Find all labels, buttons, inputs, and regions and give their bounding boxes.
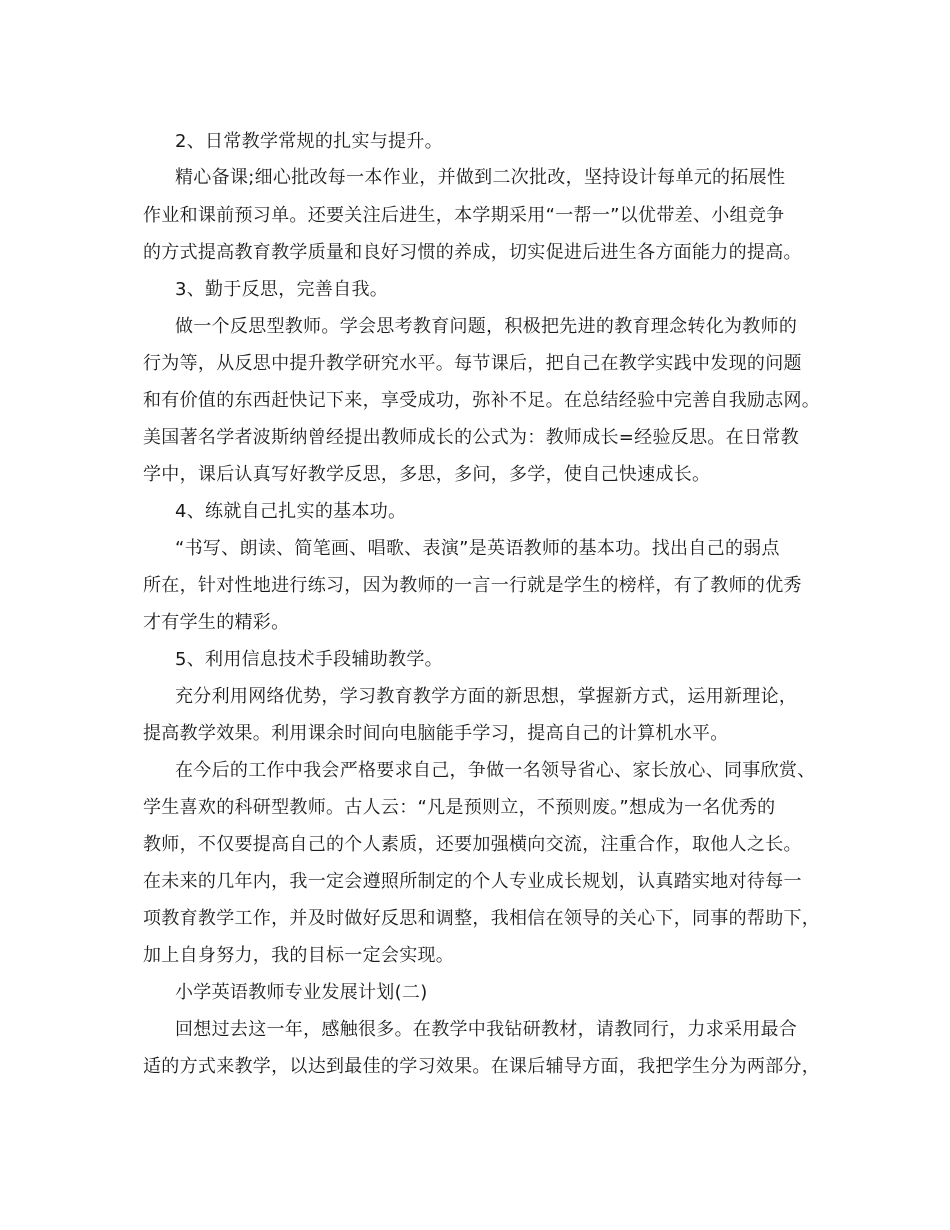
text-line: 的方式提高教育教学质量和良好习惯的养成，切实促进后进生各方面能力的提高。 — [143, 242, 802, 263]
text-line: 项教育教学工作，并及时做好反思和调整，我相信在领导的关心下，同事的帮助下， — [143, 908, 821, 929]
text-line: 提高教学效果。利用课余时间向电脑能手学习，提高自己的计算机水平。 — [143, 723, 729, 744]
text-line: 做一个反思型教师。学会思考教育问题，积极把先进的教育理念转化为教师的 — [175, 316, 798, 337]
text-line: 才有学生的精彩。 — [143, 612, 290, 633]
text-line: 2、日常教学常规的扎实与提升。 — [175, 131, 443, 152]
text-line: 行为等，从反思中提升教学研究水平。每节课后，把自己在教学实践中发现的问题 — [143, 353, 802, 374]
text-line: 作业和课前预习单。还要关注后进生，本学期采用“一帮一”以优带差、小组竞争 — [143, 205, 785, 226]
text-line: 精心备课;细心批改每一本作业，并做到二次批改，坚持设计每单元的拓展性 — [175, 167, 786, 188]
text-line: 在未来的几年内，我一定会遵照所制定的个人专业成长规划，认真踏实地对待每一 — [143, 871, 802, 892]
text-line: 加上自身努力，我的目标一定会实现。 — [143, 945, 455, 966]
text-line: 3、勤于反思，完善自我。 — [175, 279, 389, 300]
text-line: “书写、朗读、简笔画、唱歌、表演”是英语教师的基本功。找出自己的弱点 — [175, 538, 780, 559]
text-line: 和有价值的东西赶快记下来，享受成功，弥补不足。在总结经验中完善自我励志网。 — [143, 390, 821, 411]
text-line: 4、练就自己扎实的基本功。 — [175, 501, 407, 522]
text-line: 5、利用信息技术手段辅助教学。 — [175, 649, 443, 670]
text-line: 所在，针对性地进行练习，因为教师的一言一行就是学生的榜样，有了教师的优秀 — [143, 575, 802, 596]
text-line: 学生喜欢的科研型教师。古人云：“凡是预则立，不预则废。”想成为一名优秀的 — [143, 797, 776, 818]
text-line: 适的方式来教学，以达到最佳的学习效果。在课后辅导方面，我把学生分为两部分， — [143, 1056, 821, 1077]
text-line: 学中，课后认真写好教学反思，多思，多问，多学，使自己快速成长。 — [143, 464, 711, 485]
text-line: 充分利用网络优势，学习教育教学方面的新思想，掌握新方式，运用新理论， — [175, 686, 798, 707]
text-line: 回想过去这一年，感触很多。在教学中我钻研教材，请教同行，力求采用最合 — [175, 1019, 798, 1040]
section-heading: 小学英语教师专业发展计划(二) — [175, 982, 428, 1003]
text-line: 教师，不仅要提高自己的个人素质，还要加强横向交流，注重合作，取他人之长。 — [143, 834, 802, 855]
text-line: 美国著名学者波斯纳曾经提出教师成长的公式为：教师成长=经验反思。在日常教 — [143, 427, 799, 448]
text-line: 在今后的工作中我会严格要求自己，争做一名领导省心、家长放心、同事欣赏、 — [175, 760, 816, 781]
